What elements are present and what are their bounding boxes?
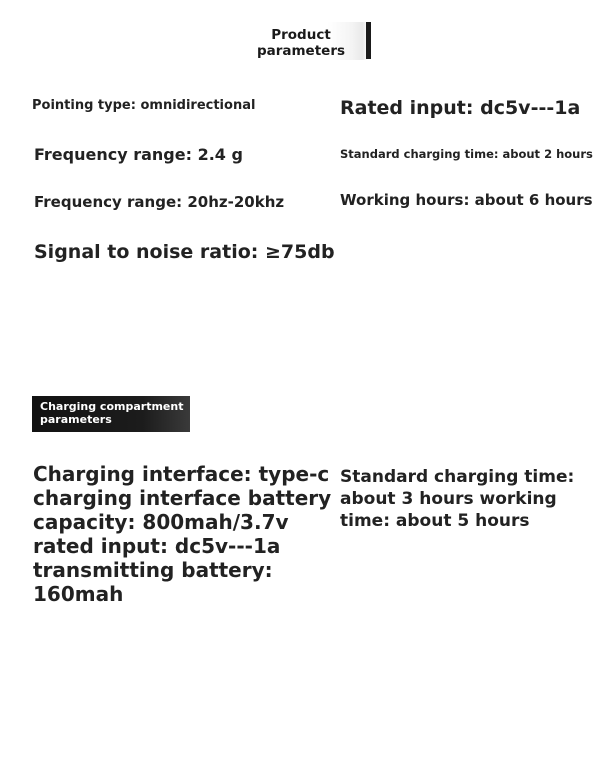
param-standard-charging-time: Standard charging time: about 2 hours xyxy=(340,147,593,161)
param-working-hours: Working hours: about 6 hours xyxy=(340,191,593,209)
charging-compartment-header: Charging compartment parameters xyxy=(40,400,184,426)
param-signal-to-noise: Signal to noise ratio: ≥75db xyxy=(34,241,335,263)
charging-compartment-specs-left: Charging interface: type-c charging interface battery capacity: 800mah/3.7v rated input: dc5v---1a transmitting battery: 160mah xyxy=(33,462,332,606)
param-rated-input: Rated input: dc5v---1a xyxy=(340,97,581,119)
param-frequency-range-rf: Frequency range: 2.4 g xyxy=(34,145,243,164)
product-parameters-header: Product parameters xyxy=(256,27,346,59)
param-frequency-range-audio: Frequency range: 20hz-20khz xyxy=(34,193,285,211)
charging-compartment-specs-right: Standard charging time: about 3 hours working time: about 5 hours xyxy=(340,467,575,531)
param-pointing-type: Pointing type: omnidirectional xyxy=(32,98,256,113)
